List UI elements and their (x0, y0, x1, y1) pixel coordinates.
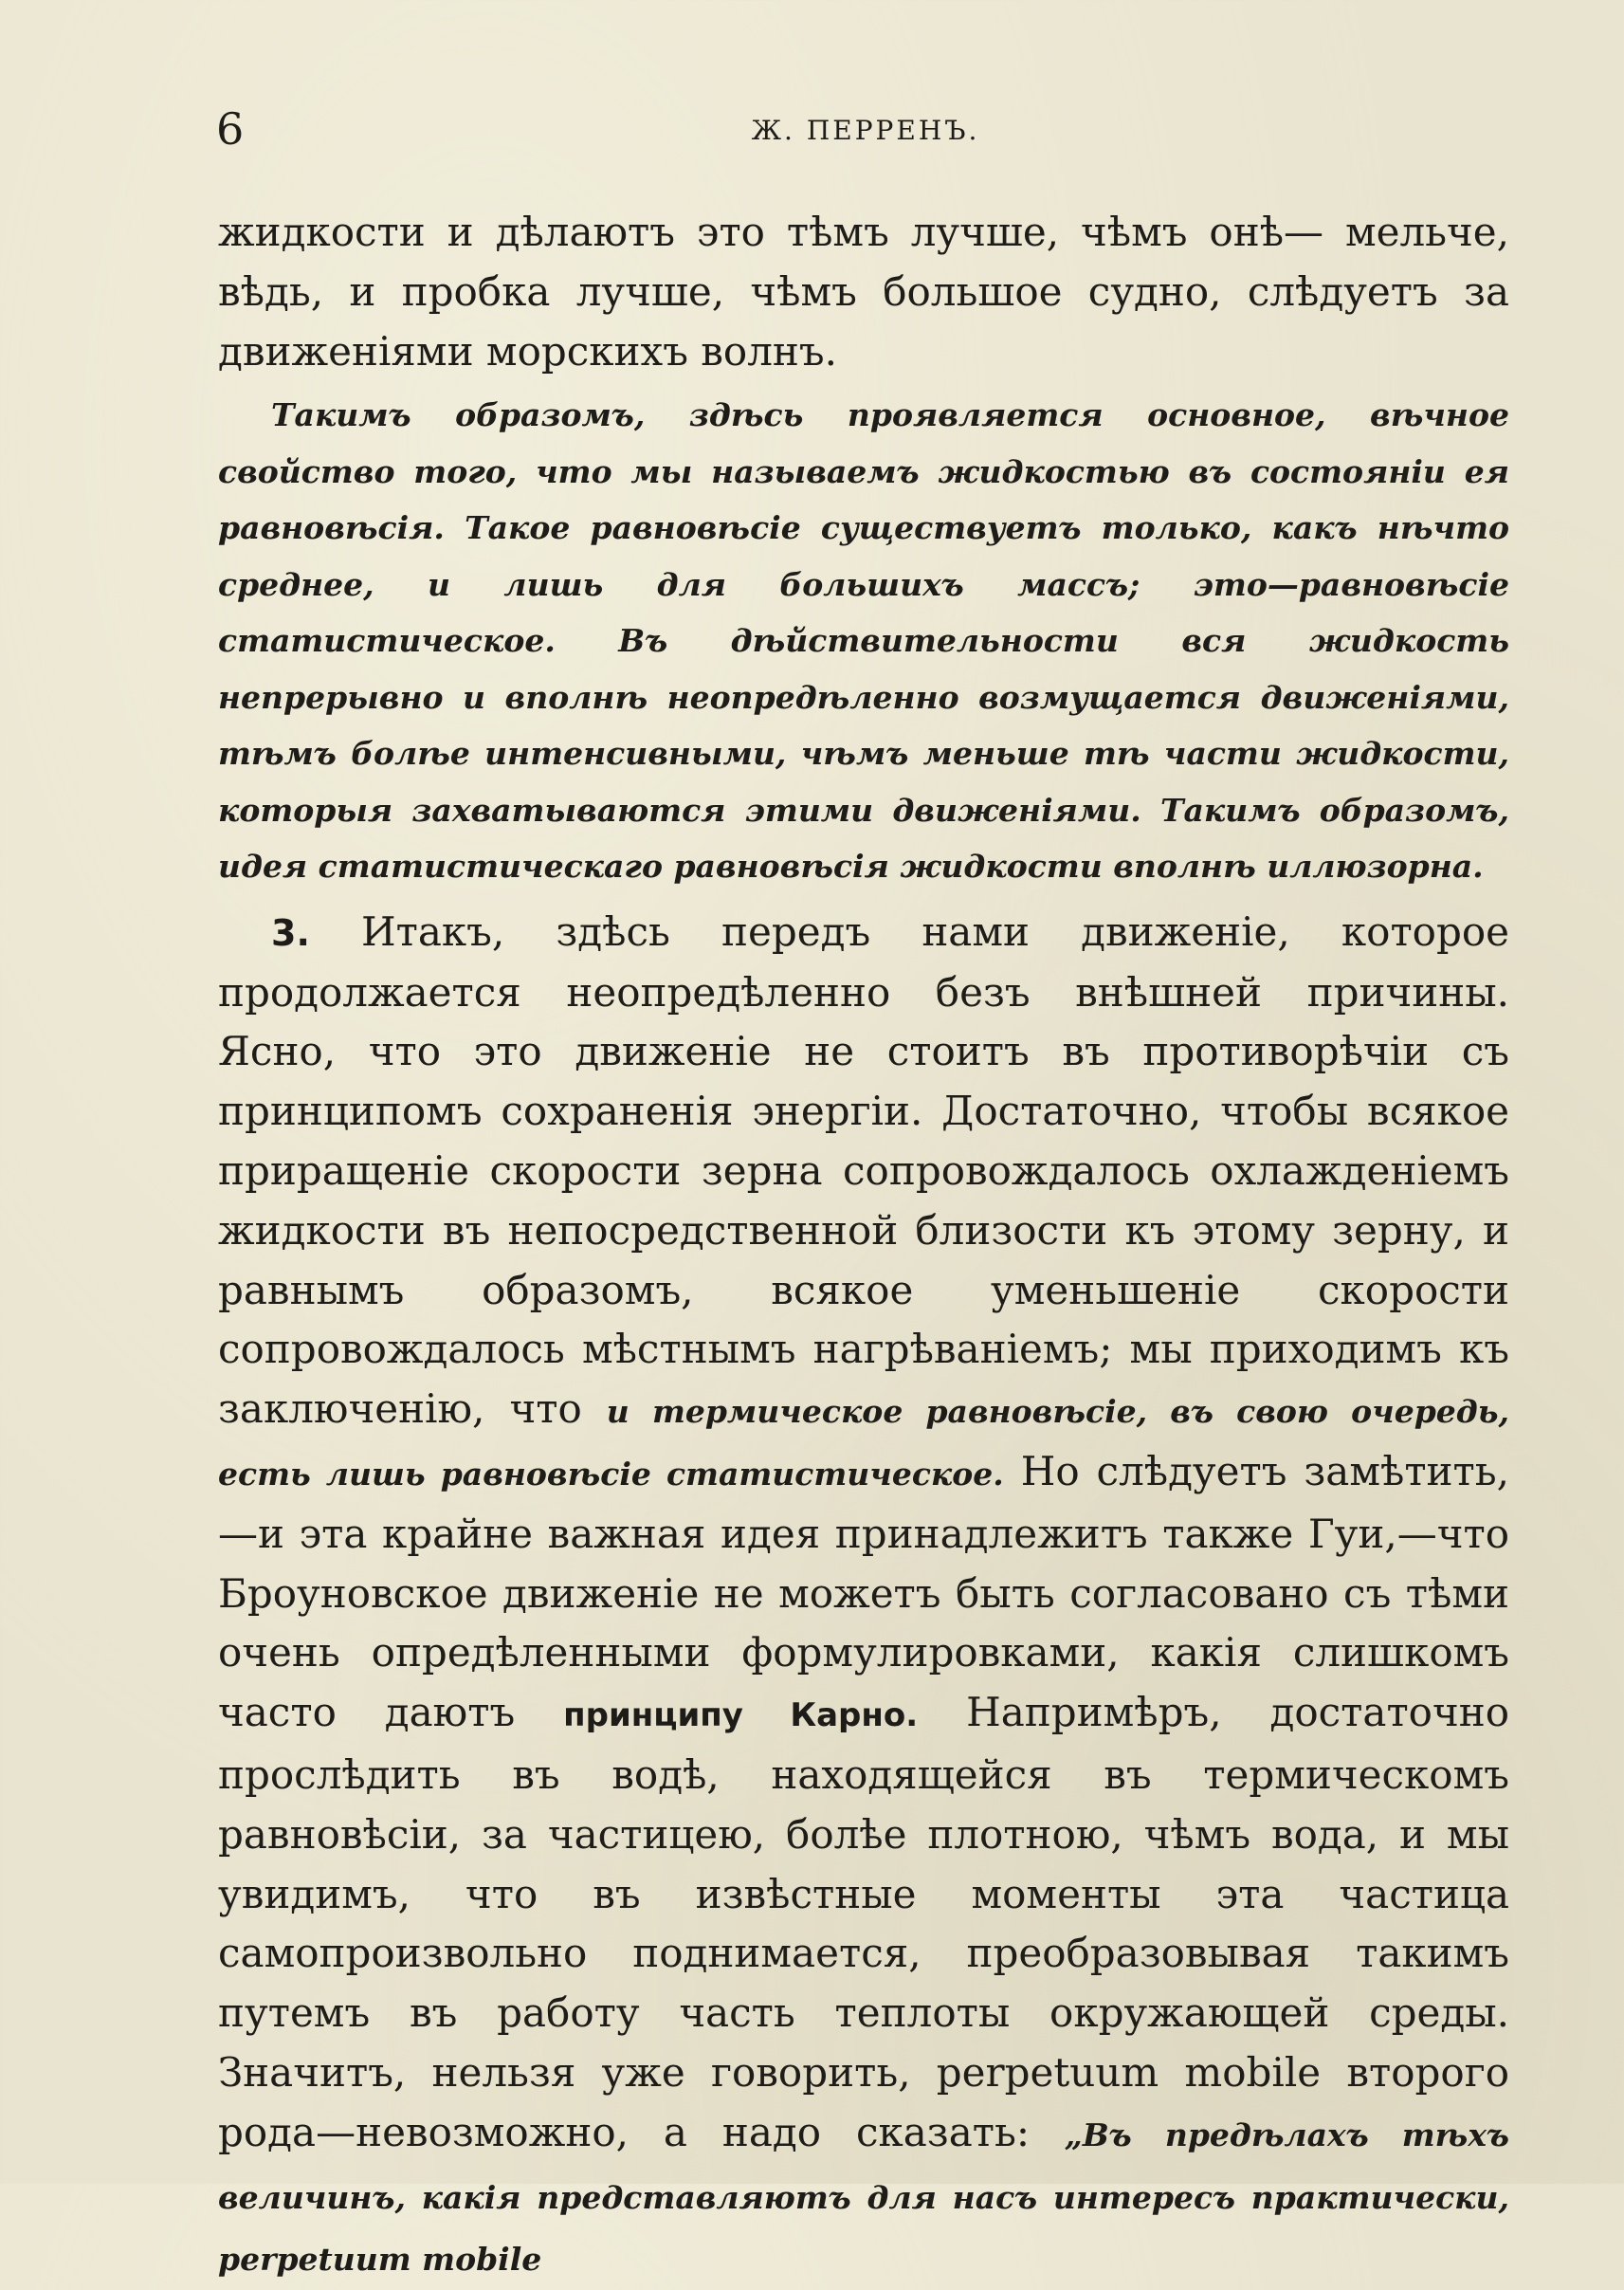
page-number: 6 (216, 103, 245, 155)
running-title: Ж. ПЕРРЕНЪ. (751, 115, 980, 146)
section-text-c: Напримѣръ, достаточно прослѣдить въ водѣ, находящейся въ термическомъ равновѣсіи, за частицею, болѣе плотною, чѣмъ вода, и мы увидимъ, что въ извѣстные моменты эта частица самопроизвольно поднимается, преобразовывая такимъ путемъ въ работу часть теплоты окружающей среды. Значитъ, нельзя уже говорить, perpetuum mobile второго рода—невозможно, а надо сказать: (218, 1689, 1510, 2155)
section-emphasis-b: „Въ предѣлахъ тѣхъ величинъ, какія представляютъ для насъ интересъ практически, perpetuum mobile (218, 2116, 1509, 2279)
section-text-a: Итакъ, здѣсь передъ нами движеніе, которое продолжается неопредѣленно безъ внѣшней причины. Ясно, что это движеніе не стоитъ въ противорѣчіи съ принципомъ сохраненія энергіи. Достаточно, чтобы всякое приращеніе скорости зерна сопровождалось охлажденіемъ жидкости въ непосредственной близости къ этому зерну, и равнымъ образомъ, всякое уменьшеніе скорости сопровождалось мѣстнымъ нагрѣваніемъ; мы приходимъ къ заключенію, что (218, 907, 1509, 1433)
section-bold-carnot: принципу Карно. (563, 1696, 919, 1735)
paragraph-italic: Такимъ образомъ, здѣсь проявляется основное, вѣчное свойство того, что мы называемъ жидкостью въ состояніи ея равновѣсія. Такое равновѣсіе существуетъ только, какъ нѣчто среднее, и лишь для большихъ массъ; это—равновѣсіе статистическое. Въ дѣйствительности вся жидкость непрерывно и вполнѣ неопредѣленно возмущается движеніями, тѣмъ болѣе интенсивными, чѣмъ меньше тѣ части жидкости, которыя захватываются этими движеніями. Такимъ образомъ, идея статистическаго равновѣсія жидкости вполнѣ иллюзорна. (218, 396, 1509, 886)
section-emphasis-a: и термическое равновѣсіе, въ свою очередь, есть лишь равновѣсіе статистическое. (218, 1393, 1509, 1493)
body-text (218, 203, 1509, 2290)
section-text-b: Но слѣдуетъ замѣтить,—и эта крайне важная идея принадлежитъ также Гуи,—что Броуновское движеніе не можетъ быть согласовано съ тѣми очень опредѣленными формулировками, какія слишкомъ часто даютъ (218, 1448, 1510, 1736)
paragraph-continued: жидкости и дѣлаютъ это тѣмъ лучше, чѣмъ онѣ— мельче, вѣдь, и пробка лучше, чѣмъ большое судно, слѣдуетъ за движеніями морскихъ волнъ. (218, 209, 1509, 375)
section-number: 3. (271, 911, 310, 954)
page-header (216, 102, 1515, 159)
paragraph-section-3 (218, 903, 1509, 2290)
